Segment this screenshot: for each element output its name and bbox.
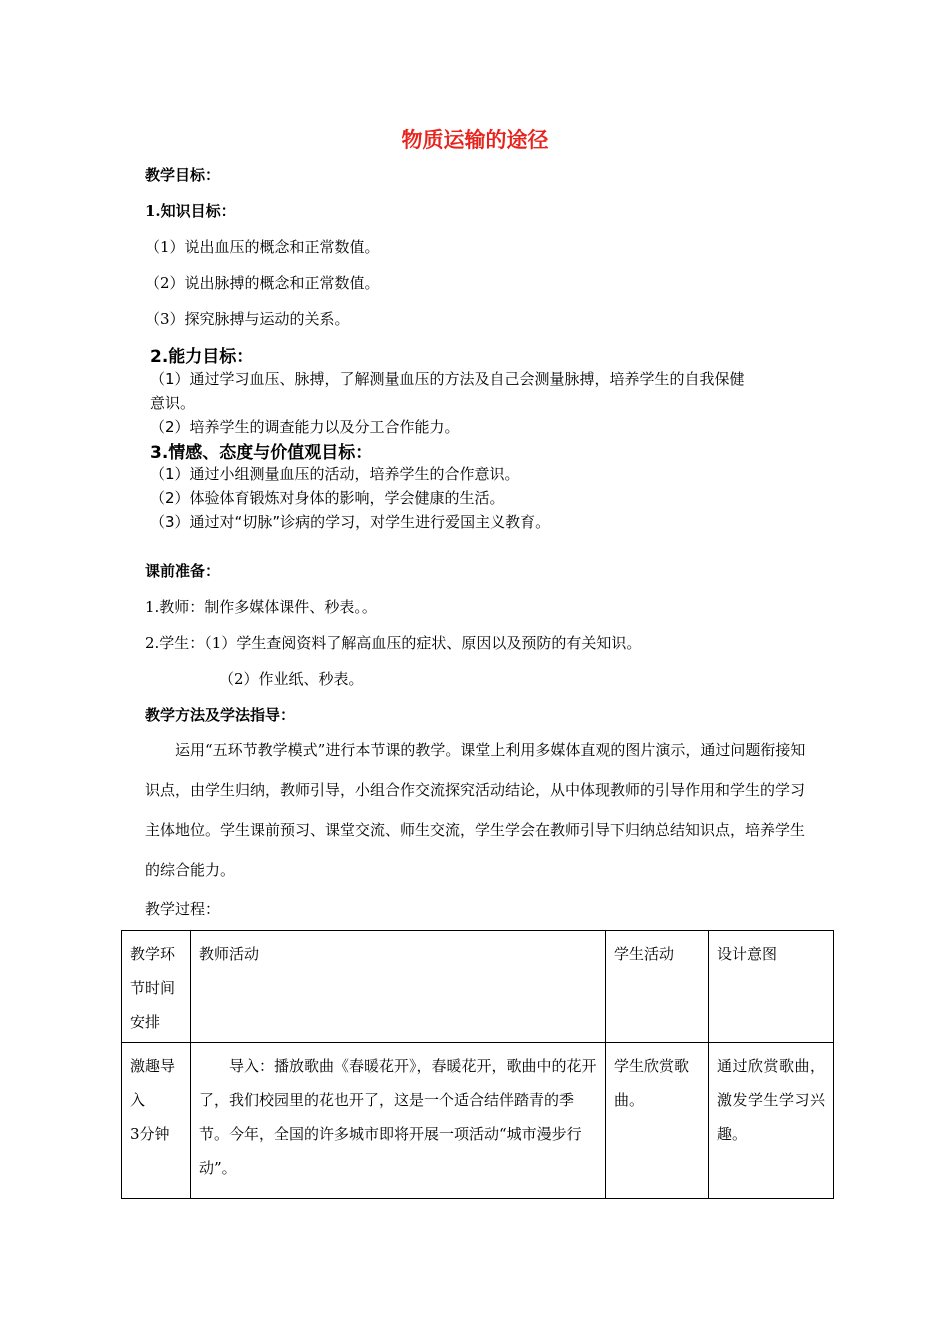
preparation-heading: 课前准备： (145, 562, 221, 580)
process-table (121, 930, 834, 1199)
methods-paragraph-text: 运用“五环节教学模式”进行本节课的教学。课堂上利用多媒体直观的图片演示，通过问题衔接知识点，由学生归纳，教师引导，小组合作交流探究活动结论，从中体现教师的引导作用和学生的学习主体地位。学生课前预习、课堂交流、师生交流，学生学会在教师引导下归纳总结知识点，培养学生的综合能力。 (145, 741, 806, 879)
knowledge-item: （3）探究脉搏与运动的关系。 (145, 310, 350, 328)
methods-heading: 教学方法及学法指导： (145, 706, 296, 724)
preparation-student: 2.学生：（1）学生查阅资料了解高血压的症状、原因以及预防的有关知识。 (145, 634, 642, 652)
ability-item: （2）培养学生的调查能力以及分工合作能力。 (150, 418, 460, 436)
document-title: 物质运输的途径 (401, 127, 549, 152)
stage-time: 3分钟 (130, 1125, 170, 1143)
emotion-item: （3）通过对“切脉”诊病的学习，对学生进行爱国主义教育。 (150, 513, 551, 531)
design-intent: 通过欣赏歌曲，激发学生学习兴趣。 (709, 1043, 834, 1199)
student-activity: 学生欣赏歌曲。 (606, 1043, 709, 1199)
knowledge-heading: 1.知识目标： (145, 202, 236, 220)
header-stage: 教学环节时间安排 (122, 931, 191, 1043)
methods-paragraph (145, 730, 810, 890)
teacher-activity: 导入：播放歌曲《春暖花开》，春暖花开，歌曲中的花开了，我们校园里的花也开了，这是一个适合结伴踏青的季节。今年，全国的许多城市即将开展一项活动“城市漫步行动”。 (191, 1043, 606, 1199)
table-row (122, 1043, 834, 1199)
ability-item: 意识。 (150, 394, 196, 412)
preparation-student-item: （2）作业纸、秒表。 (219, 670, 364, 688)
header-teacher: 教师活动 (191, 931, 606, 1043)
process-heading: 教学过程： (145, 900, 221, 918)
emotion-heading: 3.情感、态度与价值观目标： (150, 443, 373, 463)
emotion-item: （2）体验体育锻炼对身体的影响，学会健康的生活。 (150, 489, 505, 507)
knowledge-item: （1）说出血压的概念和正常数值。 (145, 238, 380, 256)
preparation-teacher: 1.教师：制作多媒体课件、秒表。。 (145, 598, 377, 616)
ability-heading: 2.能力目标： (150, 347, 254, 367)
stage-name: 激趣导入 (130, 1057, 176, 1109)
stage-cell (122, 1043, 191, 1199)
objectives-heading: 教学目标： (145, 166, 221, 184)
table-header-row (122, 931, 834, 1043)
emotion-item: （1）通过小组测量血压的活动，培养学生的合作意识。 (150, 465, 520, 483)
ability-item: （1）通过学习血压、脉搏，了解测量血压的方法及自己会测量脉搏，培养学生的自我保健 (150, 370, 745, 388)
knowledge-item: （2）说出脉搏的概念和正常数值。 (145, 274, 380, 292)
header-intent: 设计意图 (709, 931, 834, 1043)
header-student: 学生活动 (606, 931, 709, 1043)
